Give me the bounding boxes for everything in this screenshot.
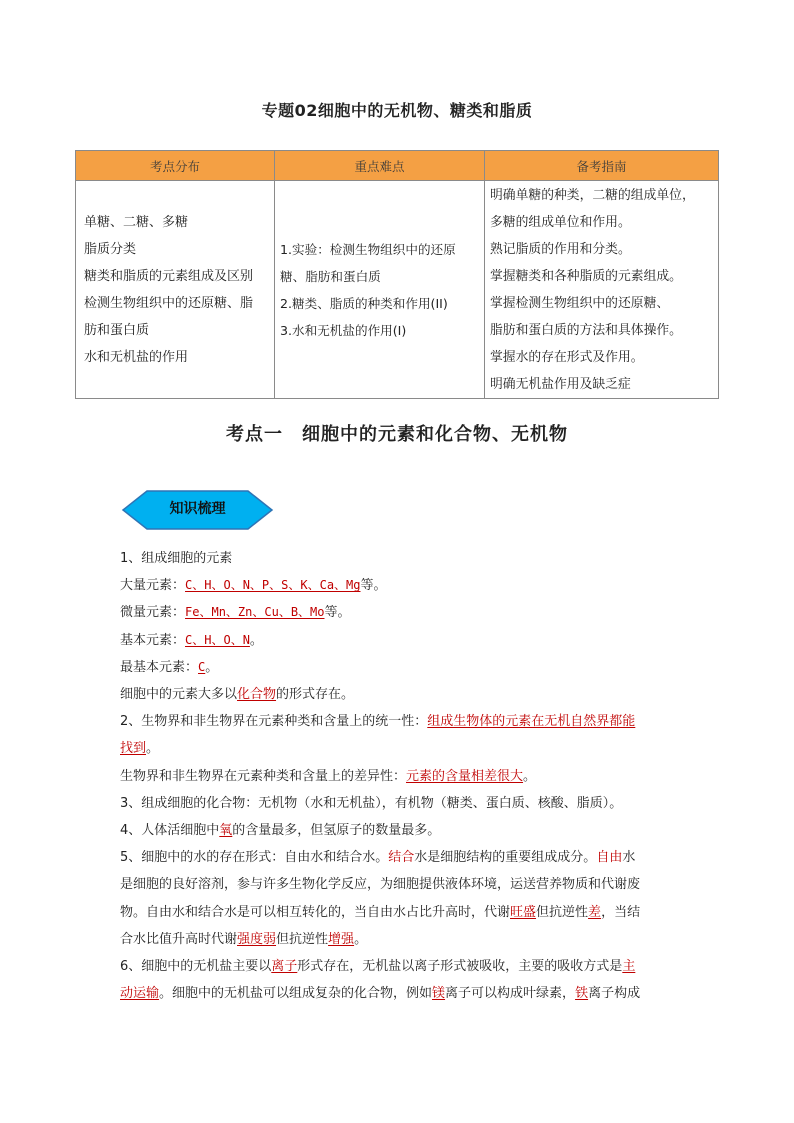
- table-row: [76, 181, 719, 399]
- highlight: 离子: [271, 959, 298, 975]
- text: 水: [622, 850, 636, 866]
- summary-table: [75, 150, 719, 399]
- table-header-row: [76, 151, 719, 181]
- paragraph: [120, 708, 680, 735]
- paragraph: [120, 599, 680, 626]
- text: 离子可以构成叶绿素，: [445, 986, 576, 1002]
- text: 。: [205, 659, 219, 675]
- paragraph: [120, 899, 680, 926]
- body-text: [120, 545, 680, 1007]
- header-study-guide: 备考指南: [485, 151, 719, 181]
- knowledge-badge: [121, 488, 274, 532]
- highlight: 镁: [432, 986, 446, 1002]
- cell-line: 糖类和脂质的元素组成及区别: [84, 268, 254, 284]
- highlight: 找到: [120, 741, 147, 757]
- text: 合水比值升高时代谢: [120, 931, 238, 947]
- text: 4、人体活细胞中: [120, 823, 220, 839]
- cell-study-guide: [485, 181, 719, 399]
- text: 等。: [360, 578, 387, 594]
- cell-exam-points: [76, 181, 275, 399]
- cell-line: 3.水和无机盐的作用(I): [280, 322, 407, 338]
- text: 离子构成: [588, 986, 641, 1002]
- highlight: 组成生物体的元素在无机自然界都能: [427, 714, 636, 730]
- cell-line: 肪和蛋白质: [84, 322, 150, 338]
- badge-label: 知识梳理: [169, 501, 226, 517]
- text: 水是细胞结构的重要组成成分。: [414, 850, 597, 866]
- text: 5、细胞中的水的存在形式：自由水和结合水。: [120, 850, 389, 866]
- cell-line: 掌握检测生物组织中的还原糖、: [490, 295, 670, 311]
- paragraph: [120, 763, 680, 790]
- highlight: C: [198, 659, 206, 674]
- cell-line: 掌握糖类和各种脂质的元素组成。: [490, 268, 682, 284]
- paragraph: [120, 817, 680, 844]
- paragraph: 3、组成细胞的化合物：无机物（水和无机盐），有机物（糖类、蛋白质、核酸、脂质）。: [120, 795, 623, 811]
- text: 。: [249, 632, 263, 648]
- paragraph: [120, 953, 680, 980]
- text: 大量元素：: [120, 578, 186, 594]
- highlight: 结合: [388, 850, 415, 866]
- text: 的形式存在。: [276, 687, 355, 703]
- text: 。细胞中的无机盐可以组成复杂的化合物，例如: [159, 986, 433, 1002]
- text: 的含量最多，但氢原子的数量最多。: [232, 823, 441, 839]
- cell-line: 掌握水的存在形式及作用。: [490, 349, 644, 365]
- text: 6、细胞中的无机盐主要以: [120, 959, 272, 975]
- highlight: 旺盛: [510, 904, 537, 920]
- highlight: 氧: [219, 823, 233, 839]
- text: 物。自由水和结合水是可以相互转化的，当自由水占比升高时，代谢: [120, 904, 511, 920]
- highlight: 主: [622, 959, 636, 975]
- highlight: C、H、O、N、P、S、K、Ca、Mg: [185, 578, 361, 593]
- cell-line: 脂质分类: [84, 241, 137, 257]
- text: 最基本元素：: [120, 659, 199, 675]
- cell-line: 单糖、二糖、多糖: [84, 214, 189, 230]
- text: 但抗逆性: [276, 931, 329, 947]
- paragraph: [120, 654, 680, 681]
- text: 2、生物界和非生物界在元素种类和含量上的统一性：: [120, 714, 428, 730]
- highlight: 元素的含量相差很大: [406, 768, 524, 784]
- highlight: 铁: [575, 986, 589, 1002]
- paragraph: [120, 926, 680, 953]
- highlight: 差: [588, 904, 602, 920]
- cell-line: 检测生物组织中的还原糖、脂: [84, 295, 254, 311]
- cell-key-difficulties: [275, 181, 485, 399]
- cell-line: 糖、脂肪和蛋白质: [280, 268, 381, 284]
- paragraph: 1、组成细胞的元素: [120, 551, 233, 566]
- highlight: 增强: [328, 931, 355, 947]
- text: 但抗逆性: [536, 904, 589, 920]
- cell-line: 2.糖类、脂质的种类和作用(II): [280, 295, 448, 311]
- header-key-difficulties: 重点难点: [275, 151, 485, 181]
- text: 。: [523, 768, 537, 784]
- text: 形式存在，无机盐以离子形式被吸收，主要的吸收方式是: [297, 959, 623, 975]
- cell-line: 多糖的组成单位和作用。: [490, 214, 631, 230]
- text: 。: [354, 931, 368, 947]
- cell-line: 1.实验：检测生物组织中的还原: [280, 241, 456, 257]
- paragraph: 是细胞的良好溶剂，参与许多生物化学反应，为细胞提供液体环境，运送营养物质和代谢废: [120, 877, 641, 893]
- highlight: 强度弱: [237, 931, 277, 947]
- highlight: 动运输: [120, 986, 160, 1002]
- cell-line: 熟记脂质的作用和分类。: [490, 241, 631, 257]
- paragraph: [120, 844, 680, 871]
- paragraph: [120, 980, 680, 1007]
- text: 基本元素：: [120, 632, 186, 648]
- cell-line: 脂肪和蛋白质的方法和具体操作。: [490, 322, 682, 338]
- text: 等。: [324, 605, 351, 621]
- text: 。: [146, 741, 160, 757]
- paragraph: [120, 627, 680, 654]
- highlight: Fe、Mn、Zn、Cu、B、Mo: [185, 605, 325, 620]
- paragraph: [120, 681, 680, 708]
- cell-line: 水和无机盐的作用: [84, 349, 189, 365]
- text: ，当结: [601, 904, 641, 920]
- text: 细胞中的元素大多以: [120, 687, 238, 703]
- paragraph: [120, 572, 680, 599]
- document-title: 专题02细胞中的无机物、糖类和脂质: [261, 101, 533, 120]
- paragraph: [120, 735, 680, 762]
- section-title: 考点一 细胞中的元素和化合物、无机物: [226, 424, 568, 445]
- cell-line: 明确单糖的种类，二糖的组成单位，: [490, 187, 695, 203]
- text: 微量元素：: [120, 605, 186, 621]
- header-exam-points: 考点分布: [76, 151, 275, 181]
- cell-line: 明确无机盐作用及缺乏症: [490, 376, 631, 392]
- highlight: 自由: [596, 850, 623, 866]
- highlight: C、H、O、N: [185, 632, 250, 647]
- text: 生物界和非生物界在元素种类和含量上的差异性：: [120, 768, 407, 784]
- highlight: 化合物: [237, 687, 277, 703]
